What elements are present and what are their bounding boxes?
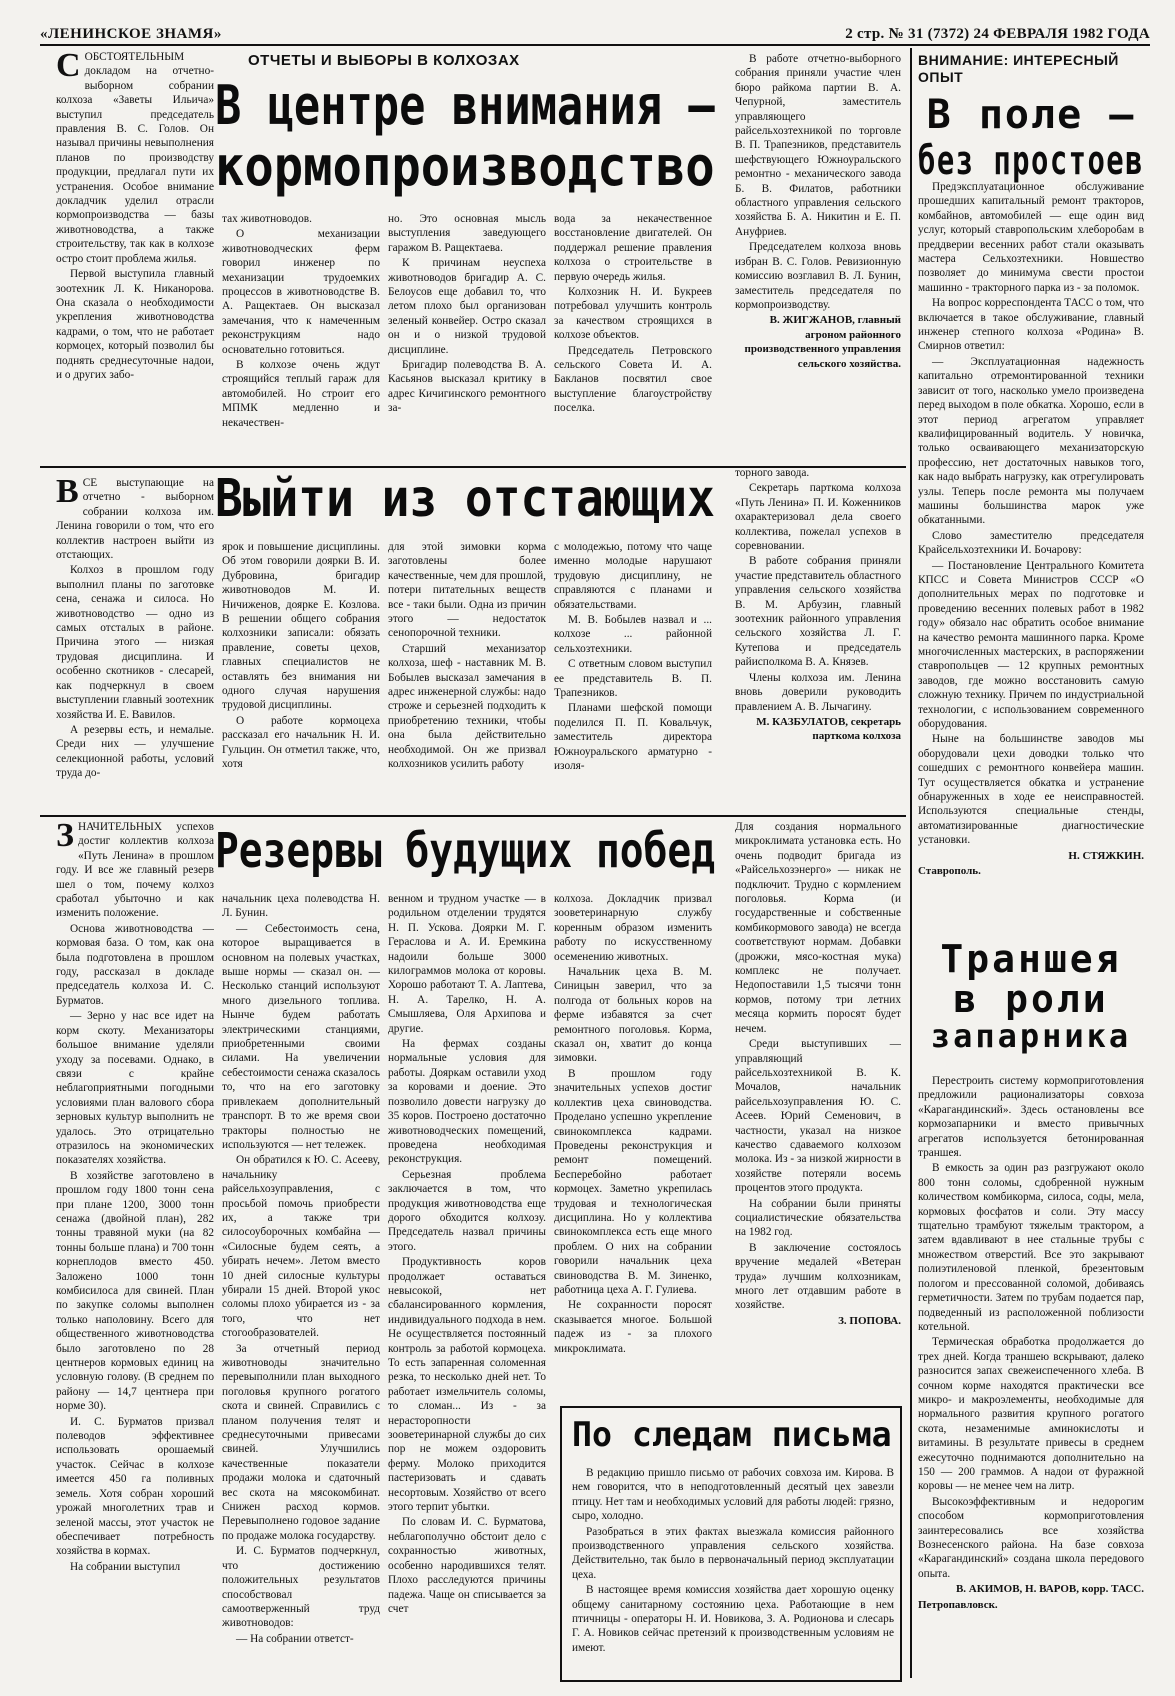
article2-column-3	[388, 540, 546, 812]
paragraph: Колхоз в прошлом году выполнил планы по заготовке сена, сенажа и силоса. Но животноводство — одно из самых отсталых в районе. Причина этого — низкая трудовая дисциплина. И особенно скотников - слесарей, как подчеркнул в своем выступлении главный зоотехник хозяйства И. Е. Вавилов.	[56, 564, 214, 721]
paragraph: вода за некачественное восстановление двигателей. Он поддержал решение правления колхоза о строительстве в первую очередь жилья.	[554, 213, 712, 283]
dateline: Ставрополь.	[918, 865, 981, 878]
paragraph: Ныне на большинстве заводов мы оборудовали цехи доводки только что сошедших с ремонтного конвейера машин. Тут осуществляется обкатка и устранение обнаруженных в ходе ее неисправностей. Используются специальные стенды, автоматизированные диагностические установки.	[918, 733, 1144, 847]
paragraph: В работе отчетно-выборного собрания приняли участие член бюро райкома партии В. А. Чепурной, заместитель управляющего райсельхозтехникой по торговле В. П. Трапезников, представитель шефствующего Южноуральского ремонтно - механического завода Б. В. Филатов, работники областного управления сельского хозяйства Б. А. Никитин и Е. П. Ануфриев.	[735, 53, 901, 238]
paragraph: — Постановление Центрального Комитета КПСС и Совета Министров СССР «О дополнительных мерах по подготовке и проведению весенних полевых работ в 1982 году» обязало нас обратить особое внимание на качество ремонта машинного парка. Кроме многочисленных мастерских, в распоряжении ставропольцев — 12 крупных ремонтных заводов, где можно восстановить самую сложную технику. Причем по индустриальной технологии, с использованием современного оборудования.	[918, 559, 1144, 731]
headline-center-attention	[215, 74, 715, 198]
paragraph: Старший механизатор колхоза, шеф - наставник М. В. Бобылев высказал замечания в адрес инженерной службы: надо строже и серьезней подходить к приобретению техники, чтобы она была действительно необходимой. Он же призвал колхозников усилить работу	[388, 642, 546, 771]
paragraph: А резервы есть, и немалые. Среди них — улучшение селекционной работы, условий труда до-	[56, 723, 214, 780]
paragraph: С ответным словом выступил ее представитель В. П. Трапезников.	[554, 658, 712, 700]
paragraph: Слово заместителю председателя Крайсельхозтехники И. Бочарову:	[918, 529, 1144, 557]
paragraph: На собрании выступил	[70, 1560, 181, 1573]
author-signature: В. АКИМОВ, Н. ВАРОВ, корр. ТАСС.	[955, 1583, 1144, 1596]
paragraph: В хозяйстве заготовлено в прошлом году 1800 тонн сена при плане 1200, 3000 тонн сенажа (двойной план), 282 тонны травяной муки (на 82 тонны больше плана) и 700 тонн корнеплодов вместо 450. Заложено 1000 тонн комбисилоса для свиней. План по закупке соломы выполнен только наполовину. Всего для общественного животноводства было заготовлено по 28 центнеров кормовых единиц на условную голову. (В среднем по району — 14,7 центнера при норме 30).	[56, 1169, 214, 1413]
paragraph: венном и трудном участке — в родильном отделении трудятся Н. П. Ускова. Доярки М. Г. Гераслова и А. И. Еремкина надоили больше 3000 килограммов молока от коровы. Хорошо работают Т. А. Лаптева, Н. А. Тарелко, Н. А. Смышляева, Оля Архипова и другие.	[388, 893, 546, 1035]
paragraph: О механизации животноводческих ферм говорил инженер по механизации трудоемких процессов в животноводстве В. А. Ращектаев. Он высказал замечания, что к намеченным реконструкциям надо основательно готовиться.	[222, 228, 380, 356]
article1-column-1	[56, 50, 214, 460]
article2-column-4	[554, 540, 712, 812]
paragraph: И. С. Бурматов подчеркнул, что достижению положительных результатов способствовал самоотверженный труд животноводов:	[222, 1545, 380, 1630]
article1-column-3	[388, 212, 546, 462]
paragraph: В редакцию пришло письмо от рабочих совхоза им. Кирова. В нем говорится, что в неподготовленный десятый цех завезли птицу. Нет там и необходимых условий для работы людей: грязно, сыро, холодно.	[572, 1467, 894, 1523]
drop-cap: С	[56, 50, 81, 84]
paragraph: тах животноводов.	[222, 213, 312, 225]
headline-trench	[918, 937, 1144, 1055]
paragraph: На фермах созданы нормальные условия для работы. Дояркам оставили уход за коровами и доение. Это позволило довести нагрузку до 35 коров. Построено достаточно животноводческих помещений, проведена необходимая реконструкция.	[388, 1038, 546, 1166]
paragraph: — Себестоимость сена, которое выращивается в основном на полевых участках, выше нормы — сказал он. — Несколько станций используют много дизельного топлива. Нынче будем работать электрическими станциями, приобретенными своими силами. На увеличении себестоимости сенажа сказалось то, что на его заготовку привлекаем дополнительный транспорт. В то же время свои тракторы полностью не используются — нет тележек.	[222, 922, 380, 1151]
paragraph: На вопрос корреспондента ТАСС о том, что включается в такое обслуживание, главный инженер степного колхоза «Родина» В. Смирнов ответил:	[918, 297, 1144, 353]
author-signature: М. КАЗБУЛАТОВ, секретарь парткома колхоза	[756, 715, 901, 743]
paragraph: Председатель Петровского сельского Совета И. А. Бакланов посвятил свое выступление благоустройству поселка.	[554, 344, 712, 415]
article3-column-4	[554, 892, 712, 1402]
article2-column-5	[735, 466, 901, 812]
paragraph: с молодежью, потому что чаще именно молодые нарушают трудовую дисциплину, не справляются с планами и обязательствами.	[554, 541, 712, 611]
author-signature: З. ПОПОВА.	[838, 1314, 901, 1327]
paragraph: — На собрании ответст-	[236, 1632, 354, 1645]
headline-line-3: запарника	[930, 1016, 1132, 1055]
paragraph: М. В. Бобылев назвал и ... колхозе ... районной сельхозтехники.	[554, 614, 712, 655]
paragraph: По словам И. С. Бурматова, неблагополучно обстоит дело с сохранностью животных, особенно народившихся телят. Плохо расследуются причины падежа. Чаще он списывается за счет	[388, 1516, 546, 1615]
author-signature: Н. СТЯЖКИН.	[1068, 849, 1144, 862]
rubric-reports: ОТЧЕТЫ И ВЫБОРЫ В КОЛХОЗАХ	[248, 52, 520, 69]
issue-info: 2 стр. № 31 (7372) 24 ФЕВРАЛЯ 1982 ГОДА	[845, 26, 1150, 42]
article3-column-2	[222, 892, 380, 1680]
paragraph: В работе собрания приняли участие представитель областного управления сельского хозяйства В. М. Арбузин, главный зоотехник районного управления сельского хозяйства Л. Г. Кутепова и председатель райисполкома В. А. Князев.	[735, 555, 901, 669]
paragraph: но. Это основная мысль выступления заведующего гаражом В. Ращектаева.	[388, 213, 546, 254]
headline-line-1: Траншея	[940, 937, 1122, 981]
article5-text	[918, 1074, 1144, 1680]
paragraph: Разобраться в этих фактах выезжала комиссия районного производственного управления сельского хозяйства. Действительно, так было в первоначальный период эксплуатации цеха.	[572, 1525, 894, 1581]
paragraph: Предэксплуатационное обслуживание прошедших капитальный ремонт тракторов, комбайнов, автомобилей — еще один вид услуг, который ставропольским хлеборобам в преддверии весенних работ стали оказывать мастера Сельхозтехники. Новшество позволяет до минимума свести простои машинно - тракторного парка из - за поломок.	[918, 181, 1144, 294]
paragraph: В колхозе очень ждут строящийся теплый гараж для автомобилей. Но строит его МПМК медленно и некачествен-	[222, 359, 380, 429]
paragraph: Перестроить систему кормоприготовления предложили рационализаторы совхоза «Карагандинский». Здесь остановлены все кормозапарники и вместо привычных агрегатов используется бетонированная траншея.	[918, 1075, 1144, 1160]
headline-line-2: в роли	[953, 976, 1109, 1021]
paragraph: для этой зимовки корма заготовлены более качественные, чем для прошлой, потери питательных веществ все - таки были. Одна из причин этого — недостаток сенопорочной техники.	[388, 541, 546, 640]
author-signature: В. ЖИГЖАНОВ, главный агроном районного производственного управления сельского хозяйства.	[744, 314, 901, 370]
paragraph: Колхозник Н. И. Букреев потребовал улучшить контроль за качеством строящихся в колхозе объектов.	[554, 286, 712, 342]
paragraph: О работе кормоцеха рассказал его начальник Н. И. Гульцин. Он отметил также, что, хотя	[222, 714, 380, 771]
paragraph: Он обратился к Ю. С. Асееву, начальнику райсельхозуправления, с просьбой помочь приобрести их, а также три силосоуборочных комбайна — «Силосные будем сеять, а убирать нечем». Летом вместо 10 дней силосные культуры убирали 15 дней. Второй укос соломы плохо убирается из - за того, что нет стогообразователей.	[222, 1154, 380, 1340]
letter-text	[572, 1466, 894, 1676]
paragraph: Начальник цеха В. М. Синицын заверил, что за полгода от больных коров на ферме избавятся за счет ремонтного поголовья. Корма, сказал он, хватит до конца зимовки.	[554, 966, 712, 1065]
drop-cap: З	[56, 820, 74, 854]
article2-column-1	[56, 476, 214, 812]
headline-line-1: В поле —	[926, 92, 1136, 138]
paragraph: В настоящее время комиссия хозяйства дает хорошую оценку общему санитарному состоянию цеха. Работающие в нем птичницы - операторы Н. И. Новикова, З. А. Родионова и слесарь Г. А. Новиков сейчас претензий к производственным условиям не имеют.	[572, 1584, 894, 1654]
paragraph: ОБСТОЯТЕЛЬНЫМ докладом на отчетно-выборном собрании колхоза «Заветы Ильича» выступил председатель правления В. С. Голов. Он называл причины невыполнения планов по производству продукции, предлагал пути их устранения. Особое внимание докладчик уделил отрасли кормопроизводства — базы животноводства, а также строительству, так как в колхозе остро стоит проблема жилья.	[56, 51, 214, 265]
section-rule	[40, 815, 906, 817]
paragraph: СЕ выступающие на отчетно - выборном собрании колхоза им. Ленина говорили о том, что его коллектив настроен выйти из отстающих.	[56, 477, 214, 562]
paragraph: колхоза. Докладчик призвал зооветеринарную службу коренным образом изменить работу по искусственному осеменению животных.	[554, 893, 712, 963]
paragraph: На собрании были приняты социалистические обязательства на 1982 год.	[735, 1197, 901, 1239]
paragraph: Основа животноводства — кормовая база. О том, как она была подготовлена в прошлом году, рассказал в докладе председатель колхоза И. С. Бурматов.	[56, 922, 214, 1007]
paragraph: — Зерно у нас все идет на корм скоту. Механизаторы большое внимание уделяли уходу за посевами. Однако, в связи с крайне неблагоприятными погодными условиями план валового сбора зерновых культур выполнить не удалось. Это отрицательно отразилось на экономических показателях хозяйства.	[56, 1010, 214, 1167]
article3-column-1	[56, 820, 214, 1680]
dateline: Петропавловск.	[918, 1598, 998, 1611]
paragraph: В прошлом году значительных успехов достиг коллектив цеха свиноводства. Проделано успешно укрепление свинокомплекса кадрами. Проведены реконструкция и ремонт помещений. Бесперебойно работает кормоцех. Заметно укрепилась трудовая и технологическая дисциплина. Но у коллектива свинокомплекса есть еще много проблем. О них на собрании говорили начальник цеха свиноводства В. М. Зиненко, работница цеха А. Г. Гулиева.	[554, 1067, 712, 1296]
rubric-interesting-experience: ВНИМАНИЕ: ИНТЕРЕСНЫЙ ОПЫТ	[918, 52, 1119, 85]
paragraph: За отчетный период животноводы значительно перевыполнили план выходного поголовья крупного рогатого скота и свиней. Справились с планом получения телят и среднесуточными привесами свиней. Улучшились качественные показатели продажи молока и сдаточный вес скота на мясокомбинат. Снижен расход кормов. Перевыполнено годовое задание по продаже молока государству.	[222, 1342, 380, 1542]
article2-column-2	[222, 540, 380, 812]
headline-line-2: кормопроизводство	[215, 134, 715, 198]
paragraph: — Эксплуатационная надежность капитально отремонтированной техники зависит от того, насколько умело произведена перед выходом в поле обкатка. Хорошо, если в этот период агрегатом управляет квалифицированный водитель. У новичка, только осваивающего механизаторскую профессию, нет достаточных навыков того, как надо выбрать нагрузку, как отрегулировать узлы. Теперь после ремонта мы получаем машины большинства марок уже обкатанными.	[918, 355, 1144, 527]
headline-in-field	[918, 94, 1144, 182]
paragraph: И. С. Бурматов призвал полеводов эффективнее использовать орошаемый участок. Сейчас в колхозе имеется 450 га поливных земель. Хотя собран хороший урожай многолетних трав и зеленой массы, этот участок не обеспечивает потребность хозяйства в кормах.	[56, 1415, 214, 1558]
article4-text	[918, 180, 1144, 900]
paragraph: Серьезная проблема заключается в том, что продукция животноводства еще дорого обходится колхозу. Председатель назвал причины этого.	[388, 1168, 546, 1253]
paragraph: В заключение состоялось вручение медалей «Ветеран труда» лучшим колхозникам, много лет отдавшим работе в хозяйстве.	[735, 1241, 901, 1312]
headline-future-victories: Резервы будущих побед	[215, 823, 716, 879]
article1-column-4	[554, 212, 712, 462]
headline-out-of-laggards: Выйти из отстающих	[215, 469, 715, 529]
paragraph: Члены колхоза им. Ленина вновь доверили руководить правлением А. В. Лычагину.	[735, 671, 901, 713]
headline-letter: По следам письма	[572, 1415, 892, 1455]
paragraph: Планами шефской помощи поделился П. П. Ковальчук, заместитель директора Южноуральского арматурно - изоля-	[554, 702, 712, 773]
paragraph: ярок и повышение дисциплины. Об этом говорили доярки В. И. Дубровина, бригадир животноводов М. И. Ничиженов, доярке Е. Козлова. В решении общего собрания колхозники записали: обязать правление, советы цехов, главных специалистов не оставлять без внимания ни одного случая нарушения трудовой дисциплины.	[222, 541, 380, 712]
article3-column-3	[388, 892, 546, 1680]
column-rule	[910, 48, 912, 1678]
paragraph: Продуктивность коров продолжает оставаться невысокой, нет сбалансированного кормления, индивидуального подхода в нем. Не осуществляется постоянный контроль за работой кормоцеха. То есть запаренная соломенная резка, то несколько дней нет. То работает измельчитель соломы, то сломан... Из - за нерасторопности зооветеринарной службы до сих пор не можем оздоровить ферму. Молоко приходится пастеризовать и сдавать несортовым. Хозяйство от всего этого терпит убытки.	[388, 1256, 546, 1514]
paragraph: Не сохранности поросят сказывается многое. Большой падеж из - за плохого микроклимата.	[554, 1299, 712, 1355]
paragraph: Председателем колхоза вновь избран В. С. Голов. Ревизионную комиссию возглавил В. Л. Бунин, заместитель председателя по кормопроизводству.	[735, 241, 901, 311]
paragraph: В емкость за один раз разгружают около 800 тонн соломы, сдобренной нужным количеством комбикорма, силоса, соды, мела, кормовых фосфатов и соли. Эту массу тщательно трамбуют тяжелым трактором, а затем вдавливают в нее стальные трубы с множеством отверстий. Все это закрывают полиэтиленовой пленкой, брезентовым пологом и прессованной соломой, добиваясь герметичности. Затем по трубам подается пар, подведенный из расположенной поблизости котельной.	[918, 1162, 1144, 1333]
paragraph: Высокоэффективным и недорогим способом кормоприготовления заинтересовались все хозяйства Вознесенского района. На базе совхоза «Карагандинский» создана школа передового опыта.	[918, 1495, 1144, 1580]
article1-column-5	[735, 52, 901, 462]
paragraph: Бригадир полеводства В. А. Касьянов высказал критику в адрес Кичигинского ремонтного за-	[388, 359, 546, 415]
paragraph: К причинам неуспеха животноводов бригадир А. С. Белоусов еще добавил то, что летом плохо был организован зеленый конвейер. Остро сказал он и о низкой трудовой дисциплине.	[388, 257, 546, 356]
page-header	[40, 24, 1150, 46]
paragraph: Термическая обработка продолжается до трех дней. Когда траншею вскрывают, далеко разносится запах свежеиспеченного хлеба. В сочном корме находятся практически все микро- и макроэлементы, необходимые для нормального развития крупного рогатого скота, незаменимые аминокислоты и витамины. В результате привесы в среднем ежесуточно поднимаются дополнительно на 150 — 200 граммов. А надои от фуражной коровы — не менее чем на литр.	[918, 1336, 1144, 1493]
headline-line-1: В центре внимания —	[215, 74, 715, 137]
drop-cap: В	[56, 476, 79, 510]
paragraph: Первой выступила главный зоотехник Л. К. Никанорова. Она сказала о необходимости укрепления животноводства кадрами, о том, что не работает кормоцех, который позволил бы поднять среднесуточные надои, и о других забо-	[56, 268, 214, 381]
paragraph: НАЧИТЕЛЬНЫХ успехов достиг коллектив колхоза «Путь Ленина» в прошлом году. И все же главный резерв шел о том, почему колхоз сработал убыточно и как изменить положение.	[56, 821, 214, 920]
article1-column-2	[222, 212, 380, 462]
paragraph: Среди выступивших — управляющий райсельхозтехникой В. К. Мочалов, начальник райсельхозуправления Ю. С. Асеев. Юрий Семенович, в частности, указал на низкое качество сдаваемого колхозом молока. Из - за низкой жирности в хозяйстве потеряли восемь процентов этого продукта.	[735, 1038, 901, 1195]
paragraph: торного завода.	[735, 467, 810, 479]
paragraph: начальник цеха полеводства Н. Л. Бунин.	[222, 893, 380, 920]
article3-column-5	[735, 820, 901, 1402]
newspaper-name: «ЛЕНИНСКОЕ ЗНАМЯ»	[40, 26, 222, 42]
headline-line-2: без простоев	[918, 138, 1144, 184]
paragraph: Секретарь парткома колхоза «Путь Ленина» П. И. Коженников охарактеризовал дела своего коллектива, пожелал успехов в соревновании.	[735, 482, 901, 553]
paragraph: Для создания нормального микроклимата установка есть. Но очень подводит бригада из «Райсельхозэнерго» — никак не подключит. Трудно с кормлением поголовья. Корма (и государственные и собственные комбикормового завода) не всегда соответствуют нормам. Добавки (дрожжи, мясо-костная мука) комплекс не получает. Недопоставили 1,5 тысячи тонн кормов, потому три летних месяца кормить поросят будет нечем.	[735, 821, 901, 1035]
